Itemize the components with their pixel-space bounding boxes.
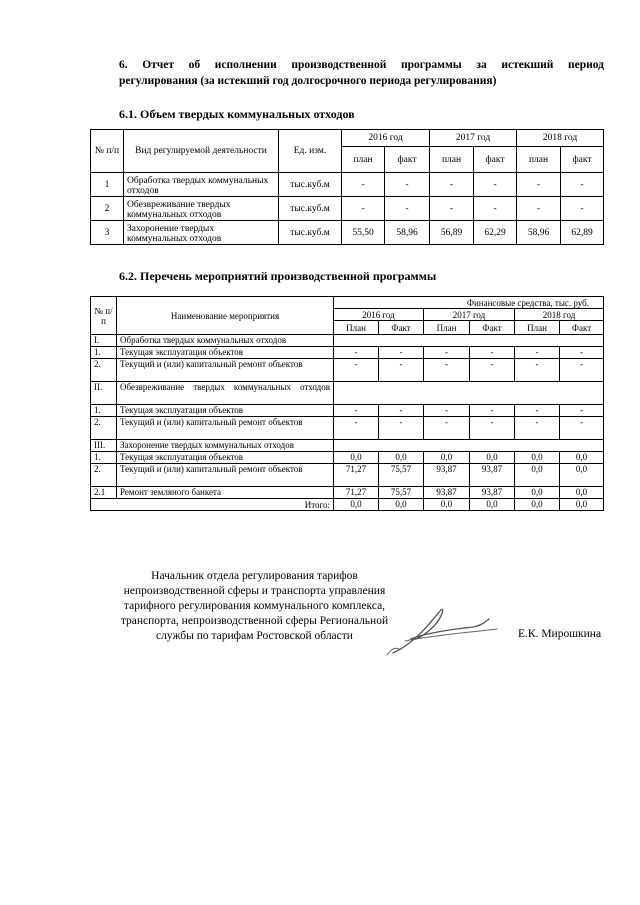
signatory-line: тарифного регулирования коммунального комплекса, bbox=[123, 600, 386, 612]
row-value: 0,0 bbox=[560, 464, 604, 487]
total-label: Итого: bbox=[91, 499, 334, 511]
row-name: Текущий и (или) капитальный ремонт объектов bbox=[117, 417, 334, 440]
row-name: Обработка твердых коммунальных отходов bbox=[124, 173, 279, 197]
row-num: 1. bbox=[91, 347, 117, 359]
row-value: - bbox=[515, 405, 560, 417]
row-num: 2 bbox=[91, 197, 124, 221]
total-value: 0,0 bbox=[334, 499, 379, 511]
total-value: 0,0 bbox=[560, 499, 604, 511]
row-num: 2.1 bbox=[91, 487, 117, 499]
signatory-line: службы по тарифам Ростовской области bbox=[156, 630, 353, 642]
row-name: Захоронение твердых коммунальных отходов bbox=[124, 221, 279, 245]
row-num: 1. bbox=[91, 452, 117, 464]
row-value: 93,87 bbox=[424, 464, 470, 487]
row-value: - bbox=[474, 197, 517, 221]
section-6-line-2: регулирования (за истекший год долгосрочного периода регулирования) bbox=[119, 75, 497, 87]
row-name: Ремонт земляного банкета bbox=[117, 487, 334, 499]
handwritten-signature bbox=[385, 603, 505, 658]
table-row bbox=[91, 221, 604, 245]
year-header-2016: 2016 год bbox=[334, 309, 424, 321]
sub-header: Факт bbox=[560, 321, 604, 335]
sub-header: Факт bbox=[470, 321, 515, 335]
table-row bbox=[91, 464, 604, 487]
row-value: - bbox=[379, 417, 424, 440]
total-value: 0,0 bbox=[424, 499, 470, 511]
table-row bbox=[91, 405, 604, 417]
row-value: - bbox=[342, 197, 385, 221]
signatory-title bbox=[112, 569, 397, 644]
sub-header: факт bbox=[385, 147, 430, 173]
row-value: - bbox=[561, 173, 604, 197]
num-header: № п/п bbox=[91, 130, 124, 173]
row-value: - bbox=[470, 405, 515, 417]
row-value: 93,87 bbox=[424, 487, 470, 499]
row-value: - bbox=[334, 405, 379, 417]
section-row bbox=[91, 335, 604, 347]
row-value: - bbox=[379, 359, 424, 382]
row-value: 0,0 bbox=[515, 487, 560, 499]
measure-name-header: Наименование мероприятия bbox=[117, 297, 334, 335]
row-value: 93,87 bbox=[470, 464, 515, 487]
row-unit: тыс.куб.м bbox=[279, 173, 342, 197]
row-value: 71,27 bbox=[334, 487, 379, 499]
row-value: 0,0 bbox=[334, 452, 379, 464]
year-header-2017: 2017 год bbox=[424, 309, 515, 321]
row-value: - bbox=[334, 417, 379, 440]
finance-header: Финансовые средства, тыс. руб. bbox=[334, 297, 604, 309]
row-value: - bbox=[430, 197, 474, 221]
row-value: 0,0 bbox=[560, 452, 604, 464]
row-value: - bbox=[515, 359, 560, 382]
signatory-line: Начальник отдела регулирования тарифов bbox=[151, 570, 358, 582]
row-num: 1. bbox=[91, 405, 117, 417]
row-value: - bbox=[424, 417, 470, 440]
row-name: Текущий и (или) капитальный ремонт объектов bbox=[117, 464, 334, 487]
table-row bbox=[91, 452, 604, 464]
row-unit: тыс.куб.м bbox=[279, 221, 342, 245]
year-header-2018: 2018 год bbox=[517, 130, 604, 147]
row-num: III. bbox=[91, 440, 117, 452]
num-header: № п/п bbox=[91, 297, 117, 335]
total-value: 0,0 bbox=[470, 499, 515, 511]
section-6-1-heading: 6.1. Объем твердых коммунальных отходов bbox=[119, 107, 355, 121]
row-value: 62,89 bbox=[561, 221, 604, 245]
signatory-line: транспорта, непроизводственной сферы Региональной bbox=[120, 615, 389, 627]
row-value: - bbox=[424, 359, 470, 382]
row-name: Обезвреживание твердых коммунальных отходов bbox=[117, 382, 334, 405]
row-value: 58,96 bbox=[517, 221, 561, 245]
row-value: - bbox=[474, 173, 517, 197]
header-row bbox=[91, 130, 604, 147]
row-num: 1 bbox=[91, 173, 124, 197]
waste-volume-table bbox=[90, 129, 604, 245]
row-num: 2. bbox=[91, 464, 117, 487]
row-value: - bbox=[385, 197, 430, 221]
table-row bbox=[91, 359, 604, 382]
section-row bbox=[91, 382, 604, 405]
table-row bbox=[91, 347, 604, 359]
year-header-2017: 2017 год bbox=[430, 130, 517, 147]
sub-header: план bbox=[430, 147, 474, 173]
sub-header: План bbox=[334, 321, 379, 335]
sub-header: план bbox=[342, 147, 385, 173]
row-value: 55,50 bbox=[342, 221, 385, 245]
program-measures-table bbox=[90, 296, 604, 511]
row-value: - bbox=[470, 359, 515, 382]
sub-header: План bbox=[515, 321, 560, 335]
empty-cell bbox=[334, 440, 604, 452]
row-value: - bbox=[342, 173, 385, 197]
row-value: 71,27 bbox=[334, 464, 379, 487]
row-value: 0,0 bbox=[560, 487, 604, 499]
row-value: 93,87 bbox=[470, 487, 515, 499]
signatory-name: Е.К. Мирошкина bbox=[518, 628, 602, 640]
section-row bbox=[91, 440, 604, 452]
row-name: Текущая эксплуатация объектов bbox=[117, 405, 334, 417]
row-value: - bbox=[560, 405, 604, 417]
row-value: - bbox=[515, 347, 560, 359]
sub-header: план bbox=[517, 147, 561, 173]
empty-cell bbox=[334, 382, 604, 405]
row-value: 75,57 bbox=[379, 487, 424, 499]
table-row bbox=[91, 417, 604, 440]
row-value: - bbox=[560, 347, 604, 359]
row-value: - bbox=[470, 347, 515, 359]
sub-header: факт bbox=[561, 147, 604, 173]
row-value: 75,57 bbox=[379, 464, 424, 487]
row-name: Текущая эксплуатация объектов bbox=[117, 347, 334, 359]
row-name: Обработка твердых коммунальных отходов bbox=[117, 335, 334, 347]
section-6-heading bbox=[119, 57, 604, 89]
header-row bbox=[91, 297, 604, 309]
row-value: - bbox=[470, 417, 515, 440]
row-value: 0,0 bbox=[515, 452, 560, 464]
row-value: - bbox=[561, 197, 604, 221]
row-name: Текущий и (или) капитальный ремонт объектов bbox=[117, 359, 334, 382]
empty-cell bbox=[334, 335, 604, 347]
sub-header: факт bbox=[474, 147, 517, 173]
row-value: - bbox=[379, 405, 424, 417]
total-value: 0,0 bbox=[379, 499, 424, 511]
row-value: 0,0 bbox=[379, 452, 424, 464]
row-value: 58,96 bbox=[385, 221, 430, 245]
row-value: - bbox=[424, 347, 470, 359]
row-value: - bbox=[379, 347, 424, 359]
row-num: II. bbox=[91, 382, 117, 405]
sub-header: План bbox=[424, 321, 470, 335]
total-value: 0,0 bbox=[515, 499, 560, 511]
row-value: 0,0 bbox=[470, 452, 515, 464]
table-row bbox=[91, 197, 604, 221]
section-6-line-1: 6. Отчет об исполнении производственной программы за истекший период bbox=[119, 59, 604, 71]
row-num: 2. bbox=[91, 417, 117, 440]
activity-header: Вид регулируемой деятельности bbox=[124, 130, 279, 173]
row-value: - bbox=[334, 347, 379, 359]
row-num: 3 bbox=[91, 221, 124, 245]
row-value: - bbox=[385, 173, 430, 197]
row-value: - bbox=[517, 197, 561, 221]
row-value: 0,0 bbox=[424, 452, 470, 464]
row-name: Захоронение твердых коммунальных отходов bbox=[117, 440, 334, 452]
unit-header: Ед. изм. bbox=[279, 130, 342, 173]
row-value: 62,29 bbox=[474, 221, 517, 245]
row-value: 0,0 bbox=[515, 464, 560, 487]
row-value: - bbox=[560, 359, 604, 382]
table-row bbox=[91, 487, 604, 499]
year-header-2018: 2018 год bbox=[515, 309, 604, 321]
row-unit: тыс.куб.м bbox=[279, 197, 342, 221]
row-value: - bbox=[334, 359, 379, 382]
table-row bbox=[91, 173, 604, 197]
year-header-2016: 2016 год bbox=[342, 130, 430, 147]
row-value: - bbox=[424, 405, 470, 417]
row-value: - bbox=[430, 173, 474, 197]
row-num: I. bbox=[91, 335, 117, 347]
row-value: - bbox=[517, 173, 561, 197]
section-6-2-heading: 6.2. Перечень мероприятий производственной программы bbox=[119, 269, 437, 283]
total-row bbox=[91, 499, 604, 511]
sub-header: Факт bbox=[379, 321, 424, 335]
row-name: Текущая эксплуатация объектов bbox=[117, 452, 334, 464]
row-num: 2. bbox=[91, 359, 117, 382]
signatory-line: непроизводственной сферы и транспорта управления bbox=[123, 585, 386, 597]
row-name: Обезвреживание твердых коммунальных отходов bbox=[124, 197, 279, 221]
row-value: - bbox=[515, 417, 560, 440]
row-value: - bbox=[560, 417, 604, 440]
row-value: 56,89 bbox=[430, 221, 474, 245]
